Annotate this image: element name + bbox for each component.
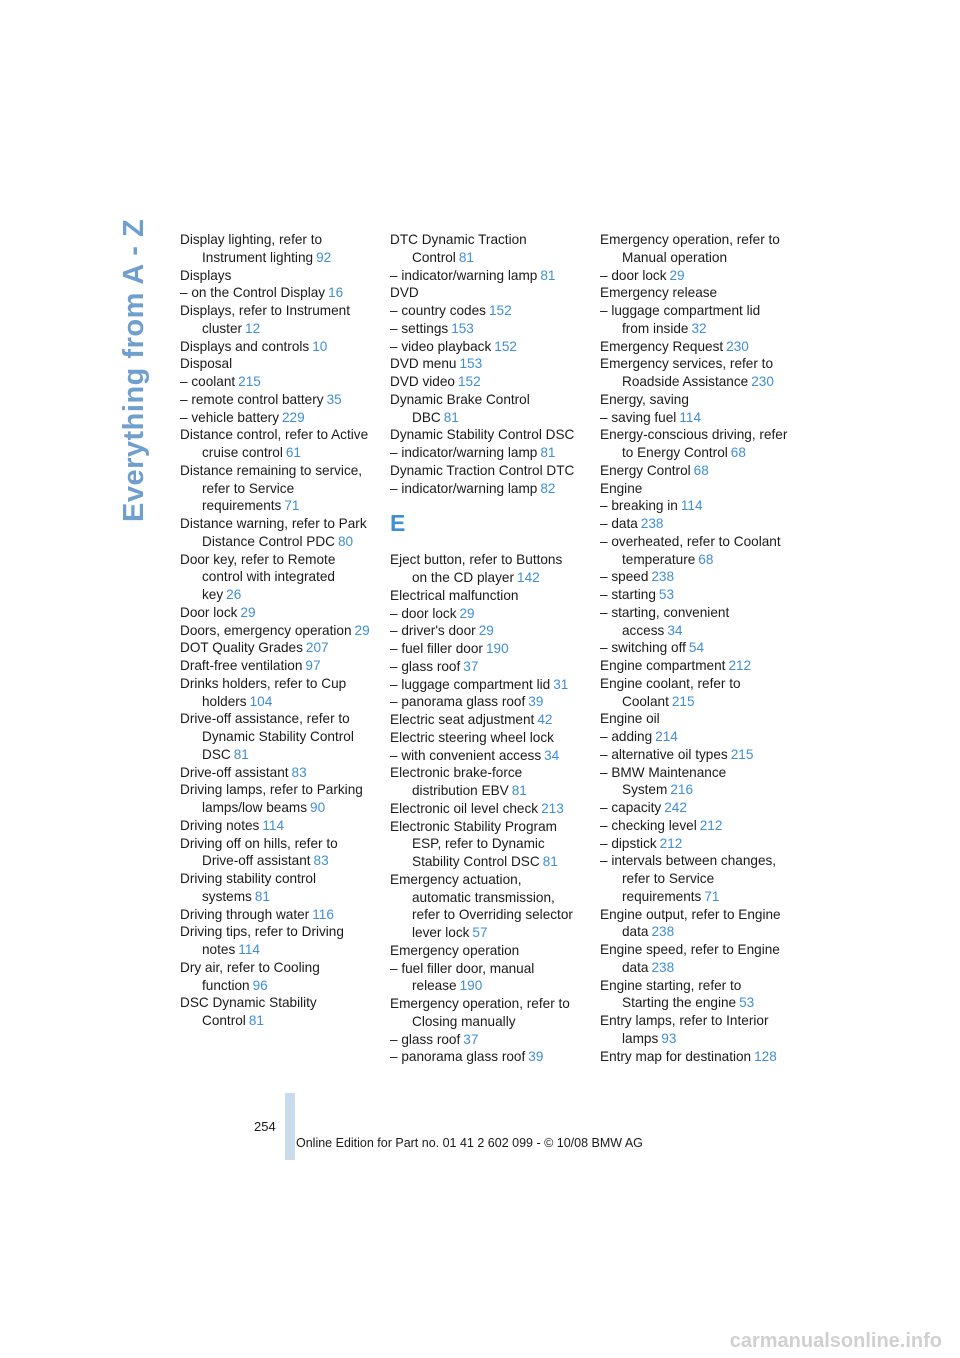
page-link[interactable]: 212 <box>728 658 752 673</box>
index-entry <box>390 747 580 765</box>
page-link[interactable]: 142 <box>517 570 540 585</box>
index-entry-text: Engine compartment <box>600 658 726 673</box>
index-entry-text: – indicator/warning lamp <box>390 445 538 460</box>
page-link[interactable]: 81 <box>443 409 459 425</box>
page-link[interactable]: 152 <box>488 303 512 318</box>
index-entry <box>180 817 370 835</box>
index-column-1 <box>180 231 370 1030</box>
index-entry-text: – starting, convenient access <box>600 604 730 638</box>
index-entry <box>180 302 370 338</box>
page-link[interactable]: 104 <box>249 693 273 709</box>
index-entry-text: – alternative oil types <box>600 746 728 762</box>
index-entry-text: DOT Quality Grades <box>180 640 303 656</box>
index-entry <box>180 373 370 391</box>
index-entry-text: – settings <box>390 320 449 336</box>
page-link[interactable]: 81 <box>542 854 558 869</box>
index-column-3 <box>600 231 790 1065</box>
page-link[interactable]: 114 <box>262 817 285 833</box>
index-entry <box>180 959 370 995</box>
index-entry-text: – breaking in <box>600 498 678 514</box>
page-link[interactable]: 242 <box>664 800 687 815</box>
index-entry-text: Drinks holders, refer to Cup holders <box>180 675 347 709</box>
index-entry-text: Emergency operation, refer to Manual operation <box>600 232 780 265</box>
page-link[interactable]: 37 <box>463 658 479 674</box>
index-entry <box>600 302 790 338</box>
index-entry-text: Engine coolant, refer to Coolant <box>600 675 741 709</box>
page-link[interactable]: 57 <box>472 925 488 940</box>
page-link[interactable]: 212 <box>659 835 683 851</box>
page-link[interactable]: 29 <box>669 267 685 283</box>
index-entry <box>600 1048 790 1066</box>
index-entry <box>390 800 580 818</box>
index-entry-text: Emergency actuation, automatic transmission, refer to Overriding selector lever lock <box>390 871 573 940</box>
page-link[interactable]: 12 <box>245 320 261 336</box>
index-entry <box>390 693 580 711</box>
index-entry <box>180 781 370 817</box>
index-entry-text: – intervals between changes, refer to Service requirements <box>600 853 777 904</box>
index-entry-text: Electronic brake-force distribution EBV <box>390 765 523 798</box>
index-entry-text: – coolant <box>180 374 236 389</box>
index-entry-text: – glass roof <box>390 658 461 674</box>
index-entry <box>390 605 580 623</box>
index-entry <box>390 960 580 996</box>
index-entry <box>390 1048 580 1066</box>
page-link[interactable]: 32 <box>691 320 707 336</box>
index-entry-text: Dynamic Stability Control DSC <box>390 427 575 443</box>
page-link[interactable]: 153 <box>451 320 474 336</box>
page-link[interactable]: 152 <box>494 338 517 354</box>
index-entry-text: Emergency operation, refer to Closing manually <box>390 996 570 1029</box>
page-link[interactable]: 68 <box>693 462 709 478</box>
page-link[interactable]: 10 <box>312 338 328 354</box>
index-entry-text: – capacity <box>600 800 662 815</box>
page-link[interactable]: 93 <box>661 1030 677 1046</box>
index-entry <box>390 284 580 302</box>
page-number: 254 <box>254 1119 276 1134</box>
index-column-2 <box>390 231 580 1066</box>
page-link[interactable]: 71 <box>704 888 720 904</box>
index-entry-text: Disposal <box>180 356 233 372</box>
page-link[interactable]: 29 <box>354 622 370 638</box>
page-link[interactable]: 81 <box>248 1013 264 1028</box>
page-link[interactable]: 114 <box>679 409 701 425</box>
index-entry <box>390 320 580 338</box>
index-entry-text: Electric steering wheel lock <box>390 729 554 745</box>
index-entry <box>390 676 580 694</box>
index-entry <box>390 231 580 267</box>
page-link[interactable]: 153 <box>459 356 483 372</box>
page-link[interactable]: 31 <box>553 676 569 692</box>
page-link[interactable]: 128 <box>754 1048 777 1064</box>
page-link[interactable]: 81 <box>511 783 527 798</box>
index-entry-text: Driving lamps, refer to Parking lamps/low beams <box>180 782 363 815</box>
index-entry <box>600 639 790 657</box>
side-section-title: Everything from A - Z <box>118 218 150 522</box>
page-link[interactable]: 81 <box>254 888 270 904</box>
page-link[interactable]: 26 <box>226 587 242 602</box>
index-entry <box>600 977 790 1013</box>
index-entry-text: – glass roof <box>390 1031 461 1047</box>
page-link[interactable]: 34 <box>667 622 683 638</box>
page-link[interactable]: 238 <box>651 924 675 940</box>
index-entry <box>180 231 370 267</box>
index-entry-text: Door key, refer to Remote control with integrated key <box>180 551 336 602</box>
index-entry-text: – panorama glass roof <box>390 1049 526 1065</box>
index-entry <box>180 515 370 551</box>
page-link[interactable]: 68 <box>698 551 714 567</box>
index-entry-text: – checking level <box>600 817 697 833</box>
page-link[interactable]: 152 <box>457 374 481 389</box>
index-entry <box>180 994 370 1030</box>
index-entry <box>600 906 790 942</box>
index-entry <box>600 533 790 569</box>
index-entry <box>600 852 790 905</box>
index-entry <box>600 835 790 853</box>
index-entry <box>390 640 580 658</box>
index-entry-text: – dipstick <box>600 835 657 851</box>
index-entry <box>180 426 370 462</box>
page-link[interactable]: 37 <box>463 1031 479 1047</box>
page-link[interactable]: 230 <box>726 338 749 354</box>
index-entry-text: DTC Dynamic Traction Control <box>390 232 527 265</box>
watermark: carmanualsonline.info <box>729 1330 942 1352</box>
index-entry <box>390 711 580 729</box>
index-entry <box>600 710 790 728</box>
index-entry <box>180 657 370 675</box>
index-entry <box>180 764 370 782</box>
index-entry <box>600 338 790 356</box>
index-entry-text: – saving fuel <box>600 409 677 425</box>
index-entry-text: Displays <box>180 267 232 283</box>
index-entry-text: – fuel filler door, manual release <box>390 960 535 994</box>
index-entry-text: – data <box>600 516 638 531</box>
page-link[interactable]: 16 <box>328 285 344 301</box>
page-link[interactable]: 238 <box>640 516 664 531</box>
index-entry <box>180 267 370 285</box>
index-entry-text: Engine output, refer to Engine data <box>600 906 781 940</box>
index-entry-text: Distance control, refer to Active cruise control <box>180 427 369 460</box>
index-entry <box>180 409 370 427</box>
index-entry-text: – adding <box>600 729 653 744</box>
page-link[interactable]: 61 <box>285 445 301 460</box>
index-entry <box>390 444 580 462</box>
index-entry <box>180 622 370 640</box>
index-entry <box>600 284 790 302</box>
index-entry-text: – switching off <box>600 640 686 656</box>
index-entry-text: – luggage compartment lid from inside <box>600 303 761 336</box>
index-entry <box>600 568 790 586</box>
index-entry <box>390 373 580 391</box>
index-entry-text: – starting <box>600 587 656 602</box>
index-entry-text: – video playback <box>390 338 492 354</box>
index-entry <box>180 338 370 356</box>
index-entry-text: – overheated, refer to Coolant temperature <box>600 533 781 567</box>
page-link[interactable]: 114 <box>238 942 260 957</box>
index-entry <box>180 462 370 515</box>
index-entry-text: Electronic Stability Program ESP, refer to Dynamic Stability Control DSC <box>390 818 557 869</box>
page-link[interactable]: 29 <box>459 605 475 621</box>
page-link[interactable]: 81 <box>233 746 249 762</box>
index-entry-text: Eject button, refer to Buttons on the CD player <box>390 552 563 585</box>
page-link[interactable]: 83 <box>291 764 307 780</box>
index-entry <box>390 355 580 373</box>
index-entry <box>390 871 580 942</box>
page-link[interactable]: 238 <box>651 569 675 585</box>
index-entry-text: Driving stability control systems <box>180 871 316 904</box>
index-entry-text: Driving tips, refer to Driving notes <box>180 924 344 957</box>
footer-edition-note: Online Edition for Part no. 01 41 2 602 099 - © 10/08 BMW AG <box>296 1136 643 1150</box>
index-entry <box>600 604 790 640</box>
page-link[interactable]: 190 <box>485 641 509 656</box>
index-entry-text: Dry air, refer to Cooling function <box>180 959 320 993</box>
page-link[interactable]: 96 <box>252 977 268 993</box>
index-entry-text: Electronic oil level check <box>390 800 539 816</box>
index-entry <box>390 1031 580 1049</box>
index-entry <box>600 355 790 391</box>
page-link[interactable]: 53 <box>739 995 755 1011</box>
index-entry <box>180 391 370 409</box>
page-link[interactable]: 35 <box>326 391 342 407</box>
index-entry-text: Distance remaining to service, refer to Service requirements <box>180 462 363 514</box>
page-link[interactable]: 229 <box>282 409 305 425</box>
index-entry <box>600 426 790 462</box>
index-entry <box>390 764 580 800</box>
index-entry-text: DSC Dynamic Stability Control <box>180 995 317 1028</box>
index-entry-text: – country codes <box>390 303 486 318</box>
index-entry-text: Emergency operation <box>390 942 520 958</box>
index-entry <box>600 764 790 800</box>
index-entry-text: Entry map for destination <box>600 1048 752 1064</box>
page-link[interactable]: 42 <box>537 712 553 727</box>
index-entry <box>600 941 790 977</box>
index-entry-text: DVD <box>390 285 419 301</box>
page-link[interactable]: 190 <box>459 978 483 994</box>
index-entry <box>390 391 580 427</box>
index-entry-text: – door lock <box>600 267 667 283</box>
page-link[interactable]: 212 <box>699 817 723 833</box>
index-entry <box>180 639 370 657</box>
index-entry-text: – indicator/warning lamp <box>390 267 538 283</box>
page-link[interactable]: 81 <box>540 267 556 283</box>
index-entry <box>390 622 580 640</box>
index-entry <box>390 942 580 960</box>
index-entry <box>390 587 580 605</box>
index-entry <box>180 906 370 924</box>
page-link[interactable]: 53 <box>658 587 675 602</box>
page-link[interactable]: 90 <box>310 800 326 815</box>
index-entry-text: Energy, saving <box>600 391 689 407</box>
index-letter-heading: E <box>390 510 406 537</box>
index-entry <box>390 995 580 1031</box>
page-link[interactable]: 71 <box>284 498 300 514</box>
index-entry <box>180 604 370 622</box>
page-link[interactable]: 39 <box>528 694 544 710</box>
index-entry-text: Draft-free ventilation <box>180 658 303 673</box>
index-entry-text: Display lighting, refer to Instrument lighting <box>180 232 323 265</box>
index-entry-text: – fuel filler door <box>390 641 483 656</box>
index-entry-text: – panorama glass roof <box>390 694 526 710</box>
index-entry-text: Displays and controls <box>180 338 310 354</box>
index-entry <box>600 675 790 711</box>
index-entry-text: – remote control battery <box>180 391 324 407</box>
page-link[interactable]: 80 <box>337 533 354 549</box>
index-entry <box>180 710 370 763</box>
index-entry-text: Dynamic Traction Control DTC <box>390 462 575 478</box>
page-link[interactable]: 215 <box>730 746 754 762</box>
index-entry <box>600 409 790 427</box>
index-entry <box>600 1012 790 1048</box>
page-link[interactable]: 29 <box>240 604 256 620</box>
index-entry <box>390 658 580 676</box>
page-link[interactable]: 230 <box>751 374 774 389</box>
page-link[interactable]: 238 <box>651 959 675 975</box>
index-entry <box>390 338 580 356</box>
index-entry <box>180 355 370 373</box>
index-entry-text: – vehicle battery <box>180 409 279 425</box>
index-entry <box>390 729 580 747</box>
page-link[interactable]: 215 <box>671 693 695 709</box>
index-entry <box>180 551 370 604</box>
page-link[interactable]: 214 <box>655 729 678 744</box>
page-link[interactable]: 68 <box>730 445 746 460</box>
page-link[interactable]: 92 <box>316 249 332 265</box>
index-entry-text: – driver's door <box>390 623 476 639</box>
page-link[interactable]: 207 <box>305 640 329 656</box>
page-link[interactable]: 83 <box>313 853 329 869</box>
index-entry-text: – luggage compartment lid <box>390 676 551 692</box>
index-entry <box>600 497 790 515</box>
index-entry <box>180 923 370 959</box>
index-entry-text: Driving notes <box>180 817 260 833</box>
index-entry-text: – speed <box>600 569 649 585</box>
index-entry <box>390 426 580 444</box>
page-link[interactable]: 114 <box>680 498 703 514</box>
footer-accent-bar <box>285 1093 295 1160</box>
index-entry-text: Emergency Request <box>600 338 724 354</box>
page-link[interactable]: 29 <box>478 623 494 639</box>
index-entry-text: Driving through water <box>180 906 310 922</box>
index-entry-text: Engine speed, refer to Engine data <box>600 942 780 975</box>
index-entry-text: Drive-off assistant <box>180 764 289 780</box>
index-entry <box>600 391 790 409</box>
index-entry <box>180 284 370 302</box>
index-entry <box>600 480 790 498</box>
index-entry-text: Energy-conscious driving, refer to Energy Control <box>600 427 788 460</box>
page-link[interactable]: 216 <box>670 782 694 798</box>
page-link[interactable]: 39 <box>528 1049 544 1065</box>
index-entry-text: Energy Control <box>600 462 691 478</box>
index-entry <box>180 835 370 871</box>
page-link[interactable]: 34 <box>544 747 560 763</box>
index-entry-text: Door lock <box>180 604 238 620</box>
page-link[interactable]: 213 <box>541 800 564 816</box>
index-entry-text: DVD video <box>390 374 455 389</box>
index-entry-text: Distance warning, refer to Park Distance Control PDC <box>180 516 367 549</box>
index-entry <box>180 675 370 711</box>
index-entry-text: Driving off on hills, refer to Drive-off assistant <box>180 835 338 869</box>
index-entry <box>600 746 790 764</box>
page-link[interactable]: 82 <box>540 480 556 496</box>
index-entry <box>600 586 790 604</box>
index-entry-text: – on the Control Display <box>180 285 326 301</box>
index-entry <box>600 267 790 285</box>
index-entry-text: Doors, emergency operation <box>180 622 352 638</box>
index-entry-text: Drive-off assistance, refer to Dynamic Stability Control DSC <box>180 711 354 762</box>
index-entry-text: Electrical malfunction <box>390 587 519 603</box>
index-entry-text: Engine <box>600 480 643 496</box>
index-entry <box>600 515 790 533</box>
index-entry <box>390 551 580 587</box>
page-link[interactable]: 116 <box>312 906 334 922</box>
index-entry-text: Displays, refer to Instrument cluster <box>180 303 350 336</box>
index-entry <box>600 799 790 817</box>
index-entry-text: Engine oil <box>600 711 660 727</box>
index-entry <box>390 480 580 498</box>
index-entry-text: – door lock <box>390 605 457 621</box>
page-link[interactable]: 81 <box>458 249 474 265</box>
index-entry-text: Emergency release <box>600 285 718 301</box>
index-entry-text: Emergency services, refer to Roadside Assistance <box>600 356 774 389</box>
page-link[interactable]: 215 <box>238 374 261 389</box>
index-entry <box>600 657 790 675</box>
index-entry-text: DVD menu <box>390 356 457 372</box>
index-entry-text: Engine starting, refer to Starting the engine <box>600 977 742 1011</box>
index-entry <box>180 870 370 906</box>
index-entry <box>390 462 580 480</box>
index-entry-text: Dynamic Brake Control DBC <box>390 391 530 425</box>
index-entry <box>390 267 580 285</box>
index-entry <box>390 302 580 320</box>
page-link[interactable]: 97 <box>305 658 321 673</box>
index-entry <box>600 462 790 480</box>
page-link[interactable]: 81 <box>540 445 556 460</box>
index-entry <box>390 818 580 871</box>
index-entry-text: – with convenient access <box>390 747 542 763</box>
index-entry <box>600 817 790 835</box>
index-entry-text: – indicator/warning lamp <box>390 480 538 496</box>
index-entry <box>600 231 790 267</box>
index-entry <box>600 728 790 746</box>
page-link[interactable]: 54 <box>688 640 705 656</box>
index-entry-text: – BMW Maintenance System <box>600 764 727 798</box>
index-entry-text: Entry lamps, refer to Interior lamps <box>600 1013 769 1046</box>
index-entry-text: Electric seat adjustment <box>390 712 535 727</box>
